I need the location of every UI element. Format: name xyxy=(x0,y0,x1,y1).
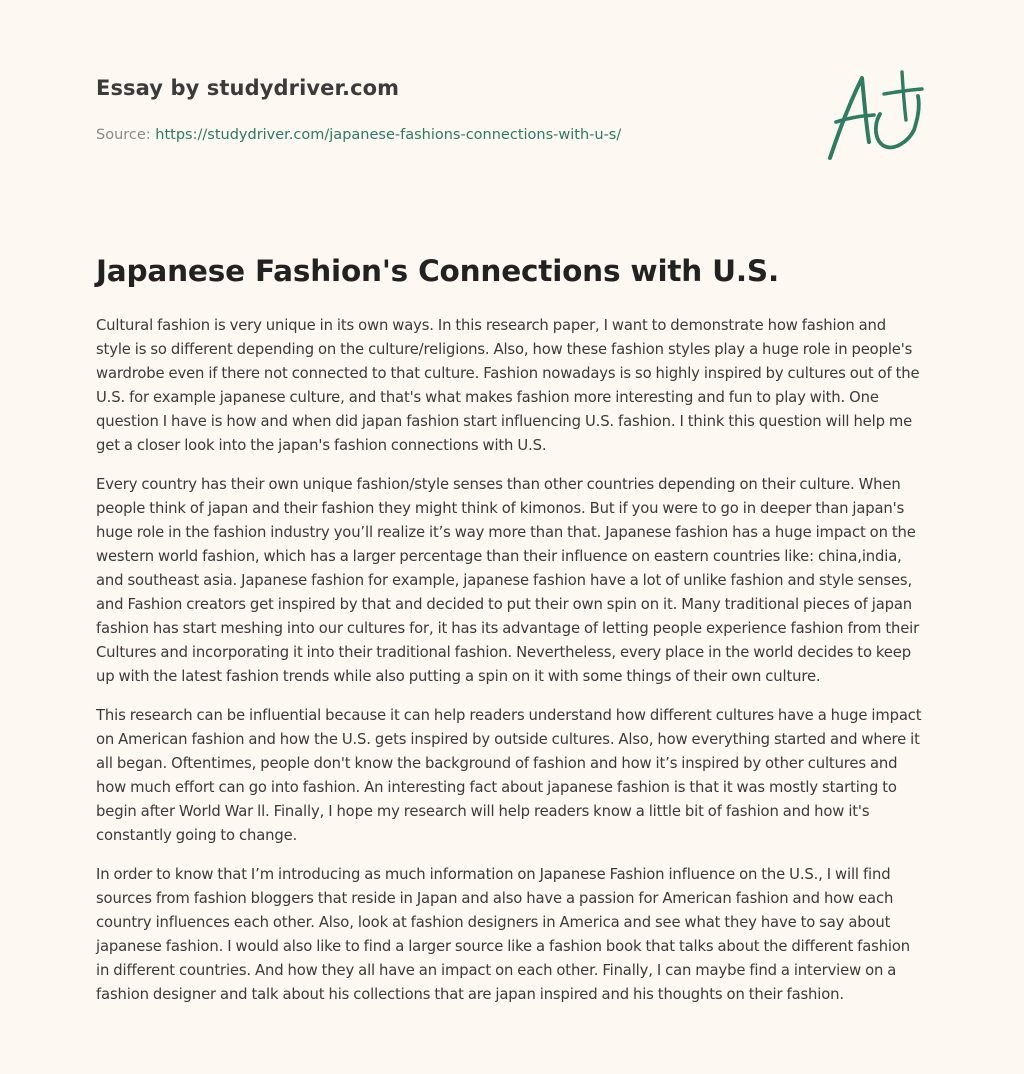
source-line xyxy=(96,127,816,143)
essay-title: Japanese Fashion's Connections with U.S. xyxy=(96,254,779,288)
paragraph: Cultural fashion is very unique in its own ways. In this research paper, I want to demonstrate how fashion and style is so different depending on the culture/religions. Also, how these fashion styles play a huge role in people's wardrobe even if there not connected to that culture. Fashion nowadays is so highly inspired by cultures out of the U.S. for example japanese culture, and that's what makes fashion more interesting and fun to play with. One question I have is how and when did japan fashion start influencing U.S. fashion. I think this question will help me get a closer look into the japan's fashion connections with U.S. xyxy=(96,317,920,454)
paragraph: This research can be influential because it can help readers understand how different cultures have a huge impact on American fashion and how the U.S. gets inspired by outside cultures. Also, how everything started and where it all began. Oftentimes, people don't know the background of fashion and how it’s inspired by other cultures and how much effort can go into fashion. An interesting fact about japanese fashion is that it was mostly starting to begin after World War ll. Finally, I hope my research will help readers know a little bit of fashion and how it's constantly going to change. xyxy=(96,707,922,844)
source-label: Source: xyxy=(96,127,156,143)
essay-body xyxy=(96,314,922,1022)
site-title: Essay by studydriver.com xyxy=(96,76,400,100)
source-link[interactable]: https://studydriver.com/japanese-fashions-connections-with-u-s/ xyxy=(155,127,622,143)
paragraph: In order to know that I’m introducing as much information on Japanese Fashion influence on the U.S., I will find sources from fashion bloggers that reside in Japan and also have a passion for American fashion and how each country influences each other. Also, look at fashion designers in America and see what they have to say about japanese fashion. I would also like to find a larger source like a fashion book that talks about the different fashion in different countries. And how they all have an impact on each other. Finally, I can maybe find a interview on a fashion designer and talk about his collections that are japan inspired and his thoughts on their fashion. xyxy=(96,866,911,1003)
paragraph: Every country has their own unique fashion/style senses than other countries depending on their culture. When people think of japan and their fashion they might think of kimonos. But if you were to go in deeper than japan's huge role in the fashion industry you’ll realize it’s way more than that. Japanese fashion has a huge impact on the western world fashion, which has a larger percentage than their influence on eastern countries like: china,india, and southeast asia. Japanese fashion for example, japanese fashion have a lot of unlike fashion and style senses, and Fashion creators get inspired by that and decided to put their own spin on it. Many traditional pieces of japan fashion has start meshing into our cultures for, it has its advantage of letting people experience fashion from their Cultures and incorporating it into their traditional fashion. Nevertheless, every place in the world decides to keep up with the latest fashion trends while also putting a spin on it with some things of their own culture. xyxy=(96,476,920,685)
page-header xyxy=(96,76,816,143)
a-plus-grade-icon xyxy=(822,68,926,164)
